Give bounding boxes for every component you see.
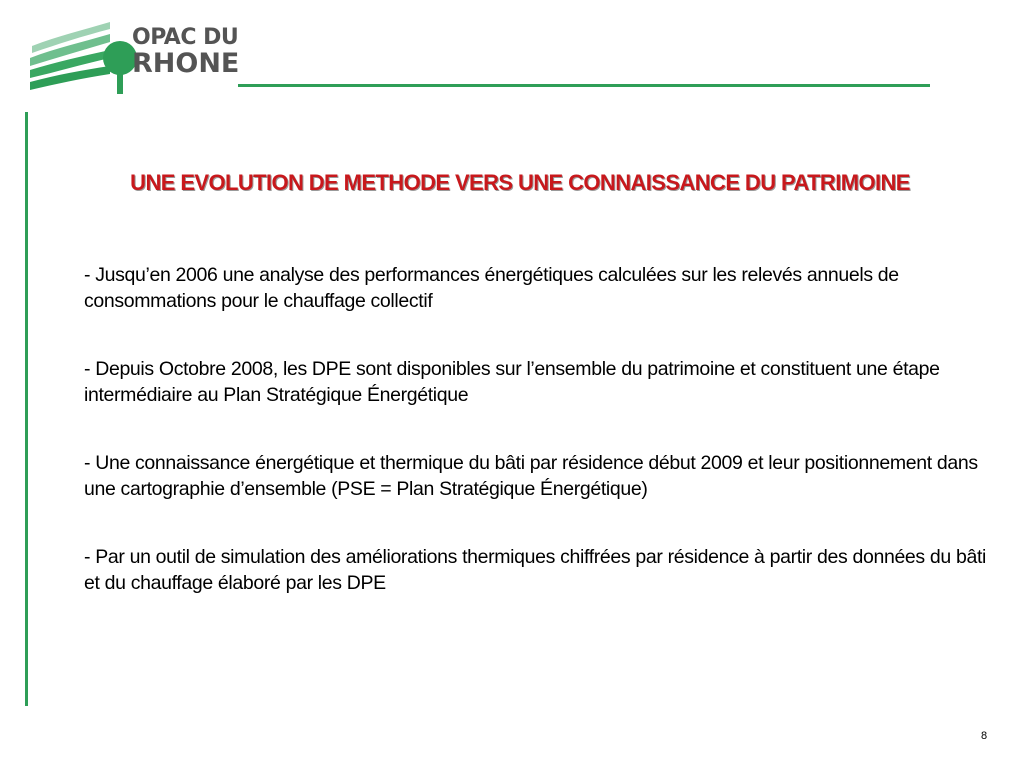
bullet-item: - Depuis Octobre 2008, les DPE sont disponibles sur l’ensemble du patrimoine et constituent une étape intermédiaire au Plan Stratégique Énergétique: [84, 358, 940, 406]
bullet-list: [84, 262, 1004, 638]
bullet-item: - Par un outil de simulation des améliorations thermiques chiffrées par résidence à partir des données du bâti et du chauffage élaboré par les DPE: [84, 546, 986, 594]
side-divider: [25, 112, 28, 706]
page-number: 8: [981, 730, 988, 742]
slide-title: UNE EVOLUTION DE METHODE VERS UNE CONNAISSANCE DU PATRIMOINE: [130, 170, 910, 195]
logo-line-2: RHONE: [132, 48, 240, 79]
bullet-item: - Une connaissance énergétique et thermique du bâti par résidence début 2009 et leur positionnement dans une cartographie d’ensemble (PSE = Plan Stratégique Énergétique): [84, 452, 978, 500]
bullet-item: - Jusqu’en 2006 une analyse des performances énergétiques calculées sur les relevés annuels de consommations pour le chauffage collectif: [84, 264, 899, 312]
logo-text: [132, 26, 239, 78]
opac-du-rhone-logo: [28, 20, 240, 96]
logo-line-1: OPAC DU: [132, 25, 239, 50]
header-divider: [238, 84, 930, 87]
